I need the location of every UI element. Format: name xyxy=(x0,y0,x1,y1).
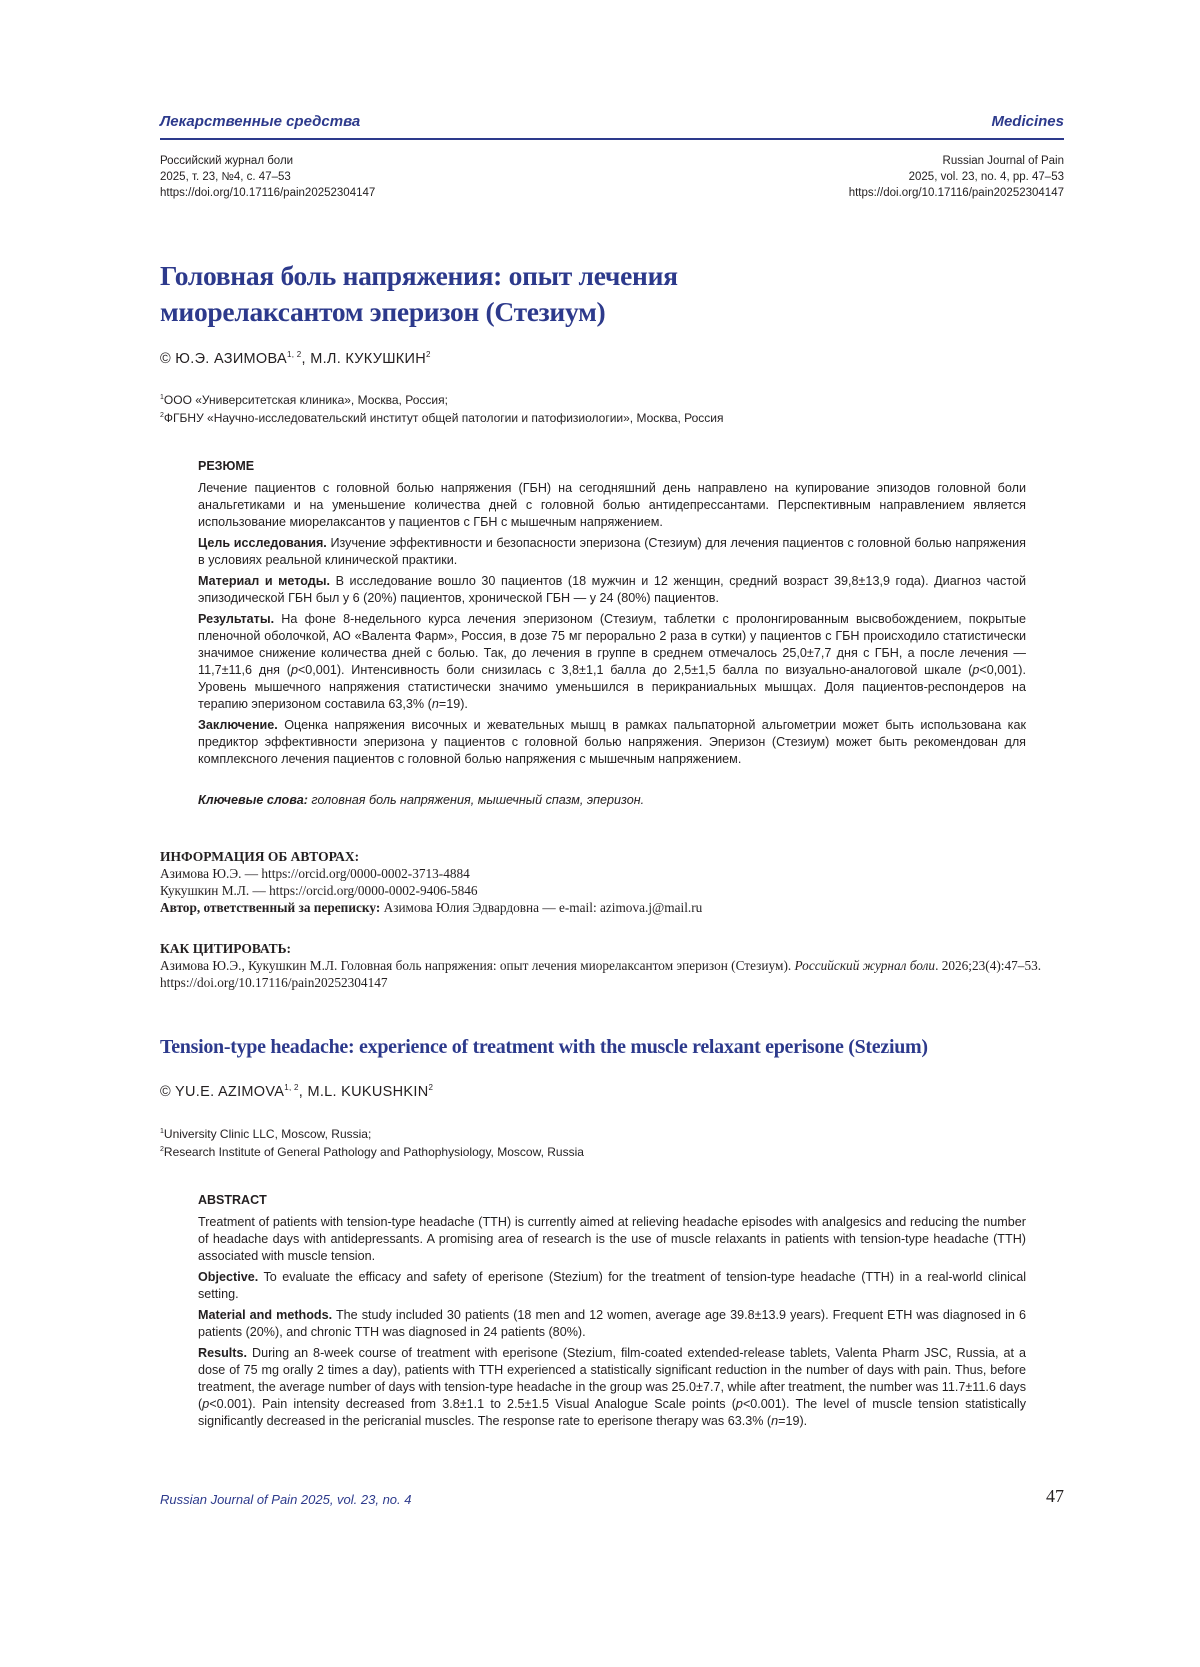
affiliation-en-2 xyxy=(160,1142,584,1160)
footer-journal: Russian Journal of Pain 2025, vol. 23, no. 4 xyxy=(160,1492,412,1507)
abstract-heading-ru: РЕЗЮМЕ xyxy=(198,459,255,473)
journal-name-ru: Российский журнал боли xyxy=(160,155,294,167)
affiliations-en xyxy=(160,1124,584,1160)
author-orcid-1[interactable]: Азимова Ю.Э. — https://orcid.org/0000-0002-3713-4884 xyxy=(160,866,470,881)
methods-text-ru: В исследование вошло 30 пациентов (18 мужчин и 12 женщин, средний возраст 39,8±13,9 года). Диагноз частой эпизодической ГБН был у 6 (20%) пациентов, хронической ГБН — у 24 (80%) пациентов. xyxy=(198,574,1026,605)
section-label-en: Medicines xyxy=(991,113,1064,130)
cite-heading: КАК ЦИТИРОВАТЬ: xyxy=(160,941,292,956)
journal-issue-en: 2025, vol. 23, no. 4, pp. 47–53 xyxy=(908,171,1064,183)
results-text-ru-2: <0,001). Интенсивность боли снизилась с 3,8±1,1 балла до 2,5±1,5 балла по визуально-аналоговой шкале ( xyxy=(297,663,973,677)
author-2-affil-en: 2 xyxy=(428,1083,434,1092)
authors-ru xyxy=(160,350,431,367)
results-text-en-4: =19). xyxy=(778,1414,808,1428)
abstract-methods-en xyxy=(198,1307,1026,1341)
abstract-results-en xyxy=(198,1345,1026,1430)
title-ru-line-1: Головная боль напряжения: опыт лечения xyxy=(160,260,678,291)
affiliation-en-1 xyxy=(160,1124,584,1142)
abstract-intro-ru: Лечение пациентов с головной болью напряжения (ГБН) на сегодняшний день направлено на купирование эпизодов головной боли анальгетиками и на уменьшение количества дней с головной болью антидепрессантами. Перспективным направлением является использование миорелаксантов у пациентов с ГБН с мышечным напряжением. xyxy=(198,481,1026,529)
results-text-ru-4: =19). xyxy=(438,697,468,711)
affiliation-ru-1 xyxy=(160,390,723,408)
abstract-objective-ru xyxy=(198,535,1026,569)
cite-text-1: Азимова Ю.Э., Кукушкин М.Л. Головная боль напряжения: опыт лечения миорелаксантом эперизон (Стезиум). xyxy=(160,958,795,973)
results-label-ru: Результаты. xyxy=(198,612,275,626)
author-2-ru: , М.Л. КУКУШКИН xyxy=(301,350,427,367)
affiliation-ru-2 xyxy=(160,408,723,426)
affiliation-en-1-text: University Clinic LLC, Moscow, Russia; xyxy=(163,1127,372,1141)
abstract-ru xyxy=(198,458,1026,772)
affiliation-en-1-num: 1 xyxy=(160,1128,164,1135)
corresponding-text: Азимова Юлия Эдвардовна — e-mail: azimova.j@mail.ru xyxy=(380,900,703,915)
keywords-label-ru: Ключевые слова: xyxy=(198,793,308,807)
results-p-en-2: p xyxy=(735,1397,743,1411)
title-ru-line-2: миорелаксантом эперизон (Стезиум) xyxy=(160,296,606,327)
results-p-ru-1: p xyxy=(290,663,298,677)
journal-name-en: Russian Journal of Pain xyxy=(942,155,1064,167)
authors-information xyxy=(160,848,1064,916)
author-1-en: © YU.E. AZIMOVA xyxy=(160,1083,285,1100)
cite-text xyxy=(160,957,1064,991)
methods-text-en: The study included 30 patients (18 men and 12 women, average age 39.8±13.9 years). Frequent ETH was diagnosed in 6 patients (20%), and chronic TTH was diagnosed in 24 patients (80%). xyxy=(198,1308,1026,1339)
article-title-en: Tension-type headache: experience of treatment with the muscle relaxant eperisone (Stezium) xyxy=(160,1036,928,1058)
objective-label-ru: Цель исследования. xyxy=(198,536,327,550)
conclusion-text-ru: Оценка напряжения височных и жевательных мышц в рамках пальпаторной альгометрии может быть использована как предиктор эффективности эперизона у пациентов с головной болью напряжения. Эперизон (Стезиум) может быть рекомендован для комплексного лечения пациентов с головной болью напряжения с мышечным напряжением. xyxy=(198,718,1026,766)
conclusion-label-ru: Заключение. xyxy=(198,718,278,732)
journal-doi-ru[interactable]: https://doi.org/10.17116/pain20252304147 xyxy=(160,187,376,199)
journal-info-en xyxy=(849,153,1064,201)
running-header xyxy=(160,113,1064,135)
affiliation-en-2-text: Research Institute of General Pathology and Pathophysiology, Moscow, Russia xyxy=(163,1145,584,1159)
author-2-en: , M.L. KUKUSHKIN xyxy=(298,1083,429,1100)
author-1-affil-en: 1, 2 xyxy=(284,1083,299,1092)
keywords-text-ru: головная боль напряжения, мышечный спазм, эперизон. xyxy=(307,793,645,807)
article-page xyxy=(160,0,1064,1667)
objective-text-ru: Изучение эффективности и безопасности эперизона (Стезиум) для лечения пациентов с головной болью напряжения в условиях реальной клинической практики. xyxy=(198,536,1026,567)
affiliation-ru-2-num: 2 xyxy=(160,412,164,419)
cite-text-2: . 2026;23(4):47–53. https://doi.org/10.17116/pain20252304147 xyxy=(160,958,1042,990)
corresponding-label: Автор, ответственный за переписку: xyxy=(160,900,381,915)
affiliations-ru xyxy=(160,390,723,426)
authors-en xyxy=(160,1083,433,1100)
results-n-en: n xyxy=(771,1414,779,1428)
methods-label-en: Material and methods. xyxy=(198,1308,333,1322)
header-rule xyxy=(160,138,1064,140)
author-orcid-2[interactable]: Кукушкин М.Л. — https://orcid.org/0000-0002-9406-5846 xyxy=(160,883,478,898)
results-text-en-1: During an 8-week course of treatment with eperisone (Stezium, film-coated extended-release tablets, Valenta Pharm JSC, Russia, at a dose of 75 mg orally 2 times a day), patients with TTH experienced a statistically significant reduction in the number of days with pain. Thus, before treatment, the average number of days with tension-type headache in the group was 25.0±7.7, while after treatment, the number was 11.7±11.6 days ( xyxy=(198,1346,1026,1411)
results-text-ru-1: На фоне 8-недельного курса лечения эперизоном (Стезиум, таблетки с пролонгированным высвобождением, покрытые пленочной оболочкой, АО «Валента Фарм», Россия, в дозе 75 мг перорально 2 раза в сутки) у пациентов с ГБН происходило статистически значимое снижение количества дней с болью. Так, до лечения в группе в среднем отмечалось 25,0±7,7 дня с ГБН, а после лечения — 11,7±11,6 дня ( xyxy=(198,612,1026,677)
journal-info-ru xyxy=(160,153,375,201)
article-title-ru xyxy=(160,258,1064,330)
results-text-en-3: <0.001). The level of muscle tension statistically significantly decreased in the pericranial muscles. The response rate to eperisone therapy was 63.3% ( xyxy=(198,1397,1026,1428)
keywords-ru xyxy=(198,793,644,807)
results-text-ru-3: <0,001). Уровень мышечного напряжения статистически значимо уменьшился в перикраниальных мышцах. Доля пациентов-респондеров на терапию эперизоном составила 63,3% ( xyxy=(198,663,1026,711)
objective-label-en: Objective. xyxy=(198,1270,259,1284)
authors-info-heading: ИНФОРМАЦИЯ ОБ АВТОРАХ: xyxy=(160,849,360,864)
cite-journal: Российский журнал боли xyxy=(794,958,936,973)
how-to-cite xyxy=(160,940,1064,991)
abstract-results-ru xyxy=(198,611,1026,713)
abstract-intro-en: Treatment of patients with tension-type headache (TTH) is currently aimed at relieving headache episodes with analgesics and reducing the number of headache days with antidepressants. A promising area of research is the use of muscle relaxants in patients with tension-type headache (TTH) associated with muscle tension. xyxy=(198,1215,1026,1263)
corresponding-author xyxy=(160,899,1064,916)
abstract-heading-en: ABSTRACT xyxy=(198,1193,267,1207)
objective-text-en: To evaluate the efficacy and safety of eperisone (Stezium) for the treatment of tension-type headache (TTH) in a real-world clinical setting. xyxy=(198,1270,1026,1301)
author-2-affil-ru: 2 xyxy=(426,350,431,359)
abstract-en xyxy=(198,1192,1026,1434)
results-p-ru-2: p xyxy=(972,663,980,677)
journal-issue-ru: 2025, т. 23, №4, с. 47–53 xyxy=(160,171,291,183)
section-label-ru: Лекарственные средства xyxy=(160,113,361,130)
affiliation-ru-2-text: ФГБНУ «Научно-исследовательский институт общей патологии и патофизиологии», Москва, Россия xyxy=(163,411,724,425)
methods-label-ru: Материал и методы. xyxy=(198,574,331,588)
results-text-en-2: <0.001). Pain intensity decreased from 3.8±1.1 to 2.5±1.5 Visual Analogue Scale points ( xyxy=(209,1397,736,1411)
page-number: 47 xyxy=(1046,1486,1064,1506)
affiliation-en-2-num: 2 xyxy=(160,1146,164,1153)
affiliation-ru-1-num: 1 xyxy=(160,394,164,401)
results-label-en: Results. xyxy=(198,1346,247,1360)
results-n-ru: n xyxy=(431,697,439,711)
affiliation-ru-1-text: ООО «Университетская клиника», Москва, Россия; xyxy=(163,393,448,407)
journal-doi-en[interactable]: https://doi.org/10.17116/pain20252304147 xyxy=(848,187,1064,199)
author-1-ru: © Ю.Э. АЗИМОВА xyxy=(160,350,287,367)
author-1-affil-ru: 1, 2 xyxy=(286,350,302,359)
abstract-conclusion-ru xyxy=(198,717,1026,768)
abstract-objective-en xyxy=(198,1269,1026,1303)
abstract-methods-ru xyxy=(198,573,1026,607)
results-p-en-1: p xyxy=(202,1397,210,1411)
